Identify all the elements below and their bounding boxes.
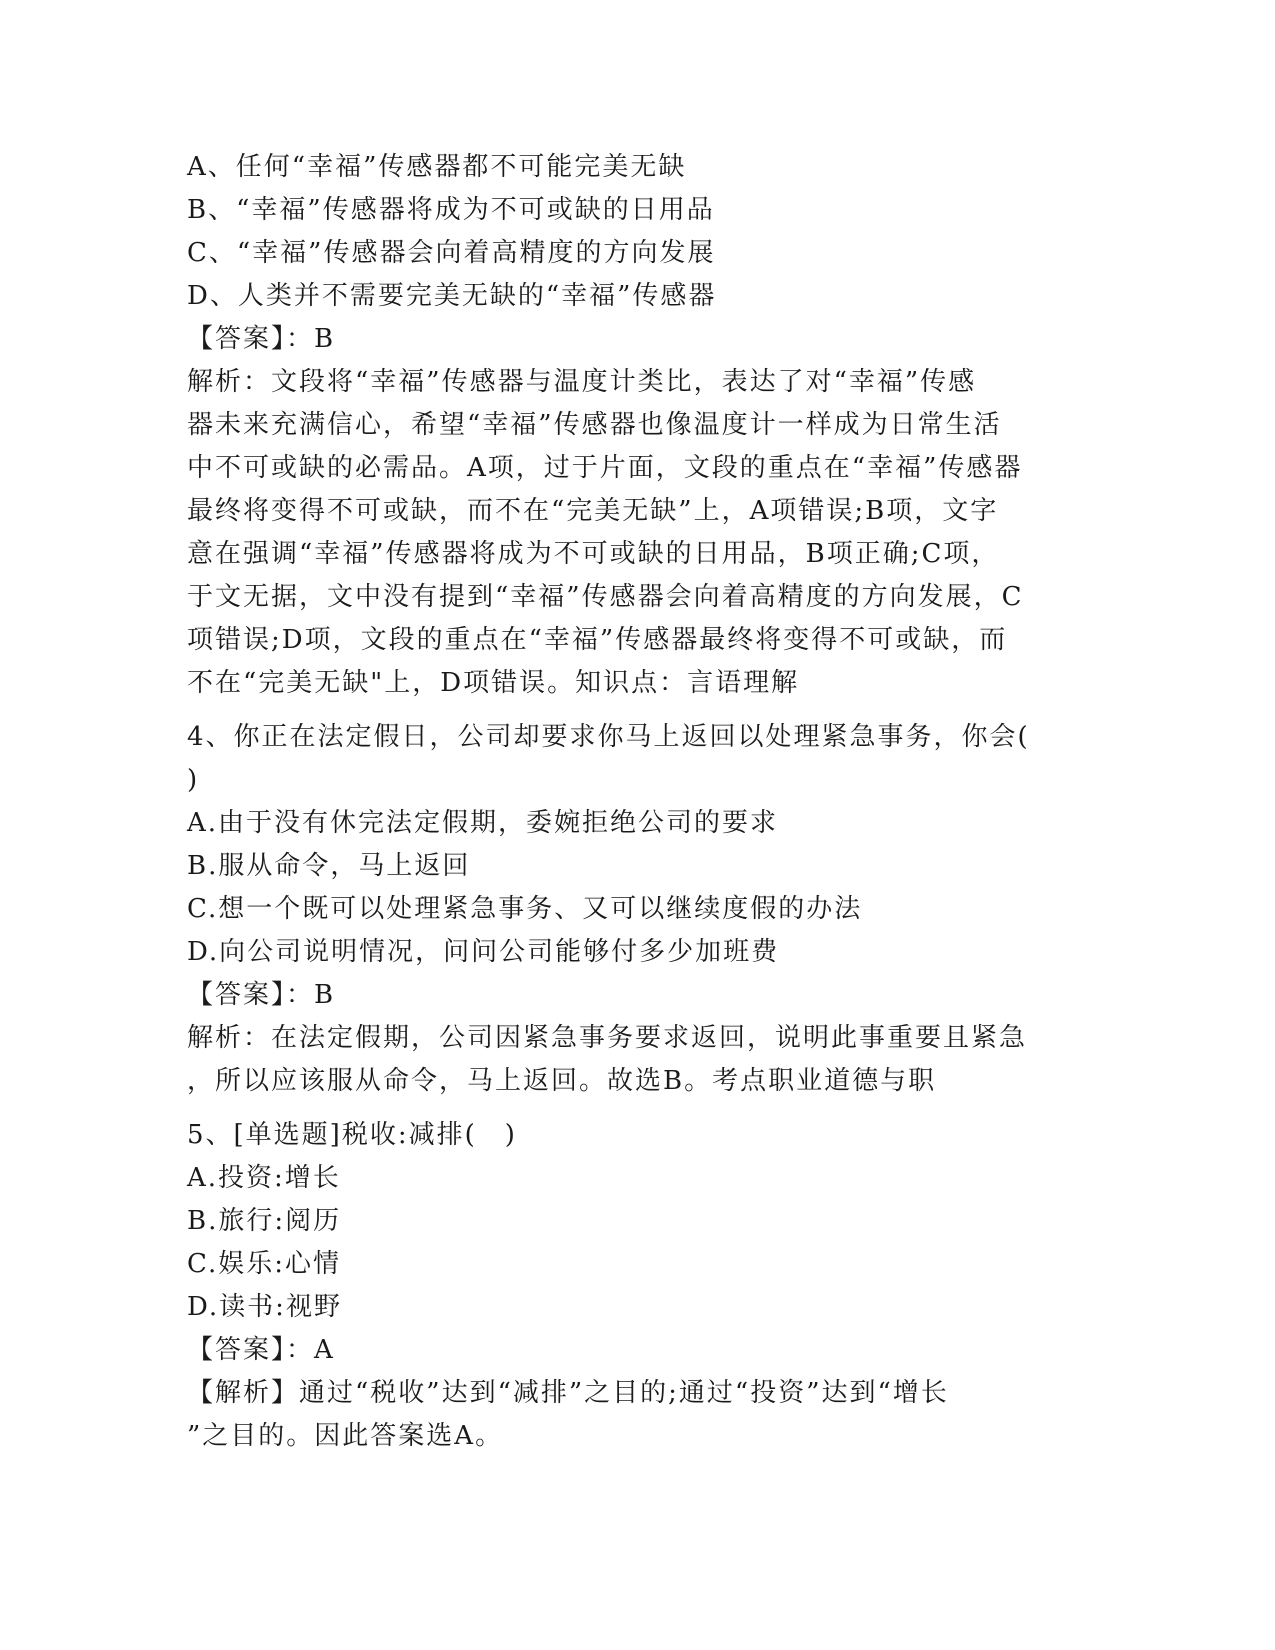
question-stem: 5、[单选题]税收:减排( ) [187,1120,517,1150]
option-d: D.读书:视野 [187,1292,342,1322]
option-b: B.旅行:阅历 [187,1206,342,1236]
question-stem: 4、你正在法定假日，公司却要求你马上返回以处理紧急事务，你会( [187,722,1030,752]
analysis-line: ”之目的。因此答案选A。 [187,1421,504,1451]
analysis-line: 中不可或缺的必需品。A项，过于片面，文段的重点在“幸福”传感器 [187,453,1023,483]
option-c: C、“幸福”传感器会向着高精度的方向发展 [187,238,716,268]
analysis-line: 解析：文段将“幸福”传感器与温度计类比，表达了对“幸福”传感 [187,367,977,397]
option-b: B、“幸福”传感器将成为不可或缺的日用品 [187,195,715,225]
question-3 [187,146,1087,705]
option-b: B.服从命令，马上返回 [187,851,471,881]
option-a: A、任何“幸福”传感器都不可能完美无缺 [187,152,687,182]
option-a: A.由于没有休完法定假期，委婉拒绝公司的要求 [187,808,779,838]
analysis-line: 解析：在法定假期，公司因紧急事务要求返回，说明此事重要且紧急 [187,1023,1028,1053]
question-stem: ) [187,765,200,795]
analysis-line: ，所以应该服从命令，马上返回。故选B。考点职业道德与职 [187,1066,937,1096]
analysis-line: 于文无据，文中没有提到“幸福”传感器会向着高精度的方向发展，C [187,582,1024,612]
option-a: A.投资:增长 [187,1163,341,1193]
analysis-line: 意在强调“幸福”传感器将成为不可或缺的日用品，B项正确;C项， [187,539,1000,569]
answer-line: 【答案】：A [187,1335,335,1365]
analysis-line: 【解析】通过“税收”达到“减排”之目的;通过“投资”达到“增长 [187,1378,949,1408]
analysis-line: 器未来充满信心，希望“幸福”传感器也像温度计一样成为日常生活 [187,410,1002,440]
answer-line: 【答案】：B [187,324,336,354]
question-4 [187,716,1087,1103]
document-page [187,146,1087,1458]
analysis-line: 项错误;D项，文段的重点在“幸福”传感器最终将变得不可或缺，而 [187,625,1008,655]
option-d: D、人类并不需要完美无缺的“幸福”传感器 [187,281,717,311]
analysis-line: 不在“完美无缺"上，D项错误。知识点：言语理解 [187,668,800,698]
spacer [187,705,1087,716]
question-5 [187,1114,1087,1458]
answer-line: 【答案】：B [187,980,336,1010]
option-c: C.娱乐:心情 [187,1249,341,1279]
option-c: C.想一个既可以处理紧急事务、又可以继续度假的办法 [187,894,863,924]
analysis-line: 最终将变得不可或缺，而不在“完美无缺”上，A项错误;B项，文字 [187,496,999,526]
option-d: D.向公司说明情况，问问公司能够付多少加班费 [187,937,780,967]
spacer [187,1103,1087,1114]
